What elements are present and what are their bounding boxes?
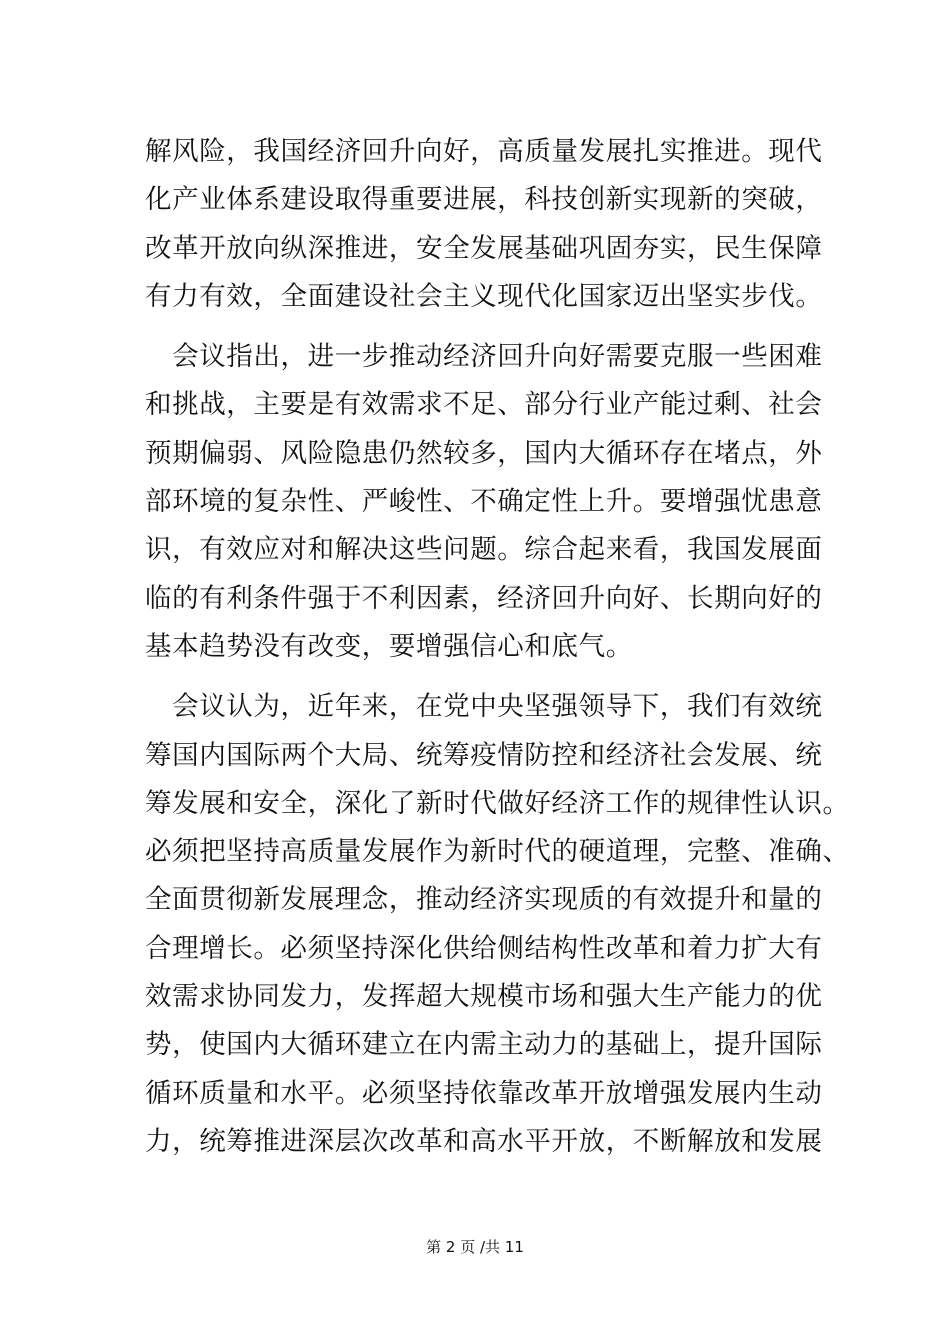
text-line: 效需求协同发力，发挥超大规模市场和强大生产能力的优 bbox=[145, 981, 823, 1013]
text-line: 解风险，我国经济回升向好，高质量发展扎实推进。现代 bbox=[145, 136, 823, 167]
paragraph-spacing bbox=[145, 671, 785, 683]
text-line: 临的有利条件强于不利因素，经济回升向好、长期向好的 bbox=[145, 582, 823, 614]
text-line: 力，统筹推进深层次改革和高水平开放，不断解放和发展 bbox=[145, 1125, 823, 1157]
text-line: 全面贯彻新发展理念，推动经济实现质的有效提升和量的 bbox=[145, 884, 823, 916]
text-line: 和挑战，主要是有效需求不足、部分行业产能过剩、社会 bbox=[145, 389, 823, 421]
text-line: 识，有效应对和解决这些问题。综合起来看，我国发展面 bbox=[145, 534, 823, 566]
text-line: 部环境的复杂性、严峻性、不确定性上升。要增强忧患意 bbox=[145, 486, 823, 518]
text-line: 预期偏弱、风险隐患仍然较多，国内大循环存在堵点，外 bbox=[145, 437, 823, 469]
paragraph-spacing bbox=[145, 321, 785, 333]
text-line: 基本趋势没有改变，要增强信心和底气。 bbox=[145, 630, 633, 662]
document-body bbox=[145, 128, 850, 1166]
paragraph-1 bbox=[145, 128, 823, 321]
text-line: 循环质量和水平。必须坚持依靠改革开放增强发展内生动 bbox=[145, 1077, 823, 1109]
text-line: 化产业体系建设取得重要进展，科技创新实现新的突破， bbox=[145, 184, 823, 216]
text-line: 势，使国内大循环建立在内需主动力的基础上，提升国际 bbox=[145, 1029, 823, 1061]
paragraph-2 bbox=[145, 333, 823, 671]
text-line: 会议认为，近年来，在党中央坚强领导下，我们有效统 bbox=[145, 691, 823, 723]
text-line: 合理增长。必须坚持深化供给侧结构性改革和着力扩大有 bbox=[145, 932, 823, 964]
text-line: 必须把坚持高质量发展作为新时代的硬道理，完整、准确、 bbox=[145, 836, 850, 868]
text-line: 筹发展和安全，深化了新时代做好经济工作的规律性认识。 bbox=[145, 787, 850, 819]
page-number-footer: 第 2 页 /共 11 bbox=[426, 1238, 524, 1256]
text-line: 筹国内国际两个大局、统筹疫情防控和经济社会发展、统 bbox=[145, 739, 823, 771]
text-line: 有力有效，全面建设社会主义现代化国家迈出坚实步伐。 bbox=[145, 280, 823, 312]
text-line: 改革开放向纵深推进，安全发展基础巩固夯实，民生保障 bbox=[145, 232, 823, 264]
paragraph-3 bbox=[145, 683, 850, 1166]
text-line: 会议指出，进一步推动经济回升向好需要克服一些困难 bbox=[145, 341, 823, 373]
